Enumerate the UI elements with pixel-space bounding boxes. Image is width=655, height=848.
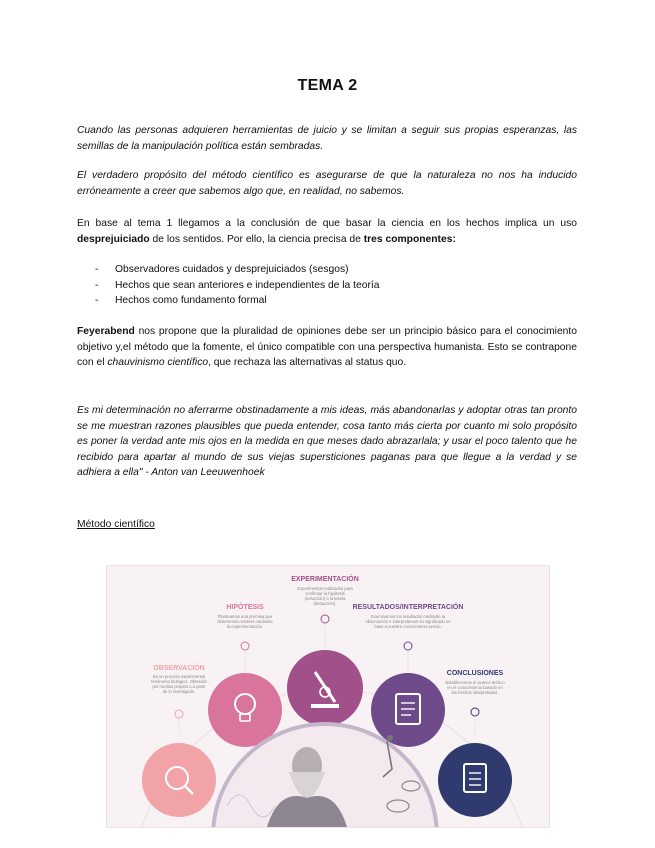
page-title: TEMA 2 xyxy=(297,77,358,94)
target-icon xyxy=(175,710,183,718)
step-description-line: Planteamos una premisa que xyxy=(217,614,273,619)
step-circle xyxy=(438,743,512,817)
list-item: - Observadores cuidados y desprejuiciados (sesgos) xyxy=(95,262,379,278)
step-label: CONCLUSIONES xyxy=(446,670,504,677)
step-description xyxy=(217,614,273,629)
infographic-svg xyxy=(107,566,549,827)
feyerabend-text: nos propone que la pluralidad de opiniones debe ser un principio básico para el conocimiento objetivo y,el método que la fomente, el único compatible con una perspectiva humanista. Esto se contrapone con el xyxy=(77,326,577,368)
step-observacion xyxy=(142,663,216,817)
step-description xyxy=(151,674,207,694)
chauvinism-italic: chauvinismo científico xyxy=(107,357,209,368)
step-description-line: los hechos interpretados. xyxy=(451,690,499,695)
step-description-line: Es un proceso experimental xyxy=(153,674,205,679)
target-icon xyxy=(321,615,329,623)
lab-microscope-head xyxy=(387,735,393,741)
three-components-bold: tres componentes: xyxy=(363,233,456,245)
feyerabend-bold: Feyerabend xyxy=(77,326,135,337)
unbiased-bold: desprejuiciado xyxy=(77,233,150,245)
scientific-method-quote: El verdadero propósito del método científico es asegurarse de que la naturaleza no nos ha inducido erróneamente a creer que sabemos algo que, en realidad, no sabemos. xyxy=(77,170,577,197)
step-description-line: Examinamos los resultados mediante la xyxy=(370,614,446,619)
step-description-line: fenómeno biológico. Obtenido xyxy=(151,679,207,684)
feyerabend-text-2: , que rechaza las alternativas al status quo. xyxy=(208,357,407,368)
opening-quote: Cuando las personas adquieren herramientas de juicio y se limitan a seguir sus propias esperanzas, las semillas de la manipulación política están sembradas. xyxy=(77,125,577,152)
feyerabend-paragraph xyxy=(77,324,577,371)
step-description-line: base a nuestro conocimiento previo. xyxy=(374,624,442,629)
components-intro-paragraph xyxy=(77,216,577,247)
step-label: RESULTADOS/INTERPRETACIÓN xyxy=(352,604,464,611)
components-list xyxy=(95,262,379,309)
list-item: - Hechos como fundamento formal xyxy=(95,293,379,309)
step-description-line: Establecemos el avance teórico xyxy=(445,680,505,685)
step-circle xyxy=(371,673,445,747)
target-icon xyxy=(241,642,249,650)
list-item: - Hechos que sean anteriores e independientes de la teoría xyxy=(95,278,379,294)
section-heading: Método científico xyxy=(77,519,155,530)
step-description xyxy=(297,586,353,606)
step-description-line: observación e interpretamos su significado en xyxy=(365,619,451,624)
step-description xyxy=(365,614,451,629)
step-description xyxy=(445,680,505,695)
components-intro-text: En base al tema 1 llegamos a la conclusión de que basar la ciencia en los hechos implica un uso xyxy=(77,218,577,229)
step-description-line: Experimentos realizados para xyxy=(297,586,353,591)
step-label: HIPÓTESIS xyxy=(226,604,264,611)
components-intro-text-2: de los sentidos. Por ello, la ciencia precisa de xyxy=(149,233,364,245)
leeuwenhoek-quote: Es mi determinación no aferrarme obstinadamente a mis ideas, más abandonarlas y adoptar otras tan pronto se me muestran razones plausibles que pueda entender, cosa tanto más cierta por cuanto mi solo propósito es poner la verdad ante mis ojos en la medida en que meses dado abrazarlala; y usar el poco talento que he recibido para apartar al mundo de sus viejas supersticiones paganas para que llegue a la verdad y se adhiera a ella" - Anton van Leeuwenhoek xyxy=(77,405,577,478)
step-description-line: por medios propios o a partir xyxy=(152,684,206,689)
step-description-line: (inducción) o la tesela xyxy=(304,596,346,601)
target-icon xyxy=(471,708,479,716)
step-hipotesis xyxy=(208,602,282,747)
step-label: OBSERVACIÓN xyxy=(153,665,205,672)
step-description-line: deberemos resolver mediante xyxy=(217,619,273,624)
step-conclusiones xyxy=(438,670,512,817)
step-circle xyxy=(142,743,216,817)
target-icon xyxy=(404,642,412,650)
step-description-line: en el conocimiento basado en xyxy=(447,685,503,690)
step-description-line: confirmar la hipótesis xyxy=(305,591,345,596)
scientific-method-infographic xyxy=(106,565,550,828)
step-description-line: la experimentación. xyxy=(226,624,264,629)
step-label: EXPERIMENTACIÓN xyxy=(291,576,359,583)
step-description-line: de lo investigado. xyxy=(162,689,196,694)
microscope-base xyxy=(311,704,339,708)
step-description-line: (deducción). xyxy=(313,601,337,606)
step-experimentacion xyxy=(287,574,363,726)
